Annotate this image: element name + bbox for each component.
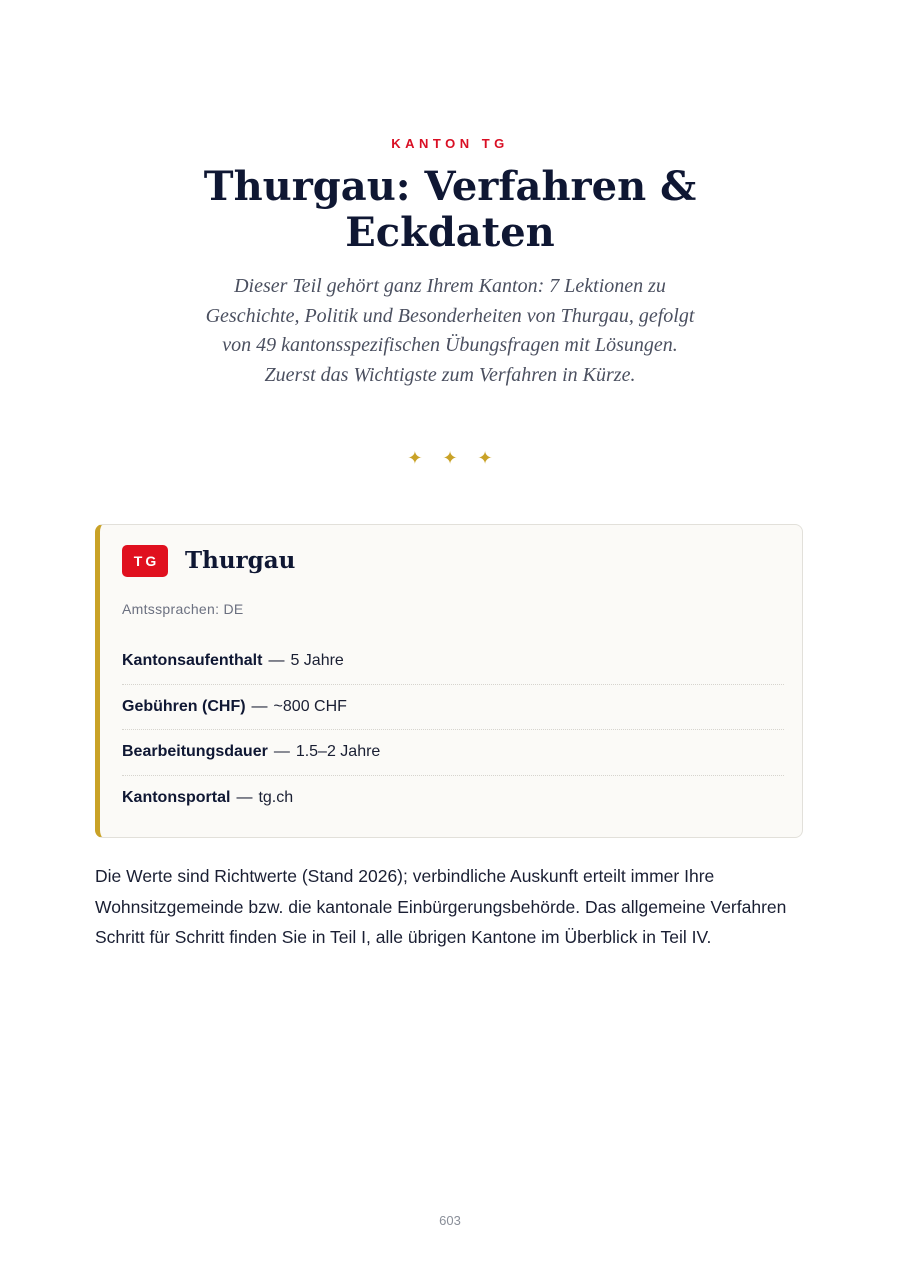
fact-separator: — [268, 652, 285, 670]
fact-label: Bearbeitungsdauer [122, 743, 268, 761]
page-title: Thurgau: Verfahren & Eckdaten [203, 163, 697, 256]
fact-separator: — [273, 743, 290, 761]
canton-badge: TG [122, 545, 168, 577]
fact-label: Kantonsaufenthalt [122, 652, 263, 670]
canton-info-card [95, 524, 803, 838]
fact-row [122, 685, 784, 731]
facts-list [122, 639, 784, 821]
disclaimer-note: Die Werte sind Richtwerte (Stand 2026); verbindliche Auskunft erteilt immer Ihre Wohnsitzgemeinde bzw. die kantonale Einbürgerungsbehörde. Das allgemeine Verfahren Schritt für Schritt finden Sie in Teil I, alle übrigen Kantone im Überblick in Teil IV. [95, 866, 787, 947]
fact-value: tg.ch [258, 789, 294, 807]
page-number: 603 [439, 1213, 461, 1228]
fact-row [122, 639, 784, 685]
fact-row [122, 730, 784, 776]
card-title: Thurgau [185, 547, 296, 574]
fact-label: Kantonsportal [122, 789, 231, 807]
official-languages: Amtssprachen: DE [122, 601, 244, 617]
fact-value: 5 Jahre [290, 652, 344, 670]
ornament-divider: ✦✦✦ [407, 448, 513, 468]
fact-separator: — [236, 789, 253, 807]
intro-paragraph: Dieser Teil gehört ganz Ihrem Kanton: 7 Lektionen zu Geschichte, Politik und Besonderheiten von Thurgau, gefolgt von 49 kantonsspezifischen Übungsfragen mit Lösungen. Zuerst das Wichtigste zum Verfahren in Kürze. [205, 275, 695, 386]
section-eyebrow: KANTON TG [391, 136, 509, 151]
fact-value: 1.5–2 Jahre [295, 743, 381, 761]
fact-value: ~800 CHF [273, 697, 347, 715]
fact-row [122, 776, 784, 822]
fact-label: Gebühren (CHF) [122, 697, 246, 715]
fact-separator: — [251, 697, 268, 715]
